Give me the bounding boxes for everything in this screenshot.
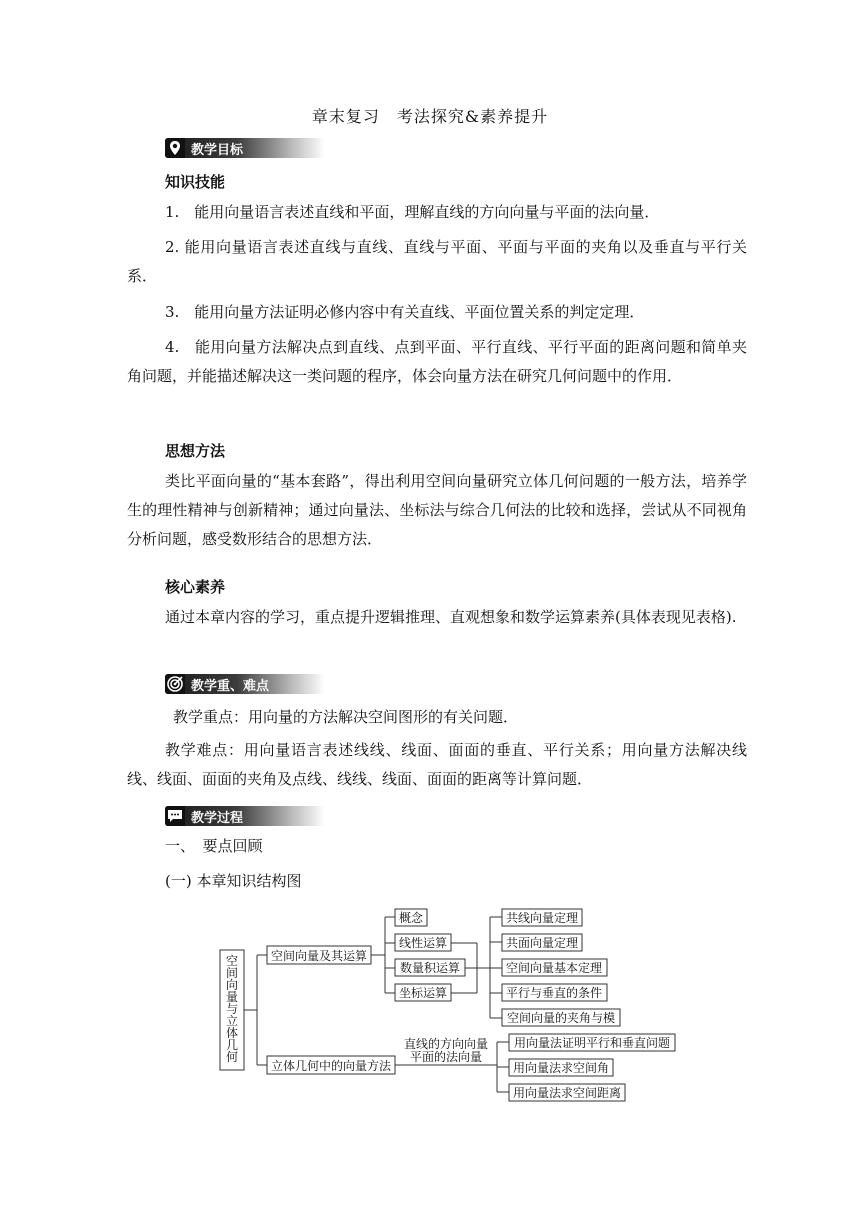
location-pin-icon [165, 138, 185, 158]
section-title-goals: 教学目标 [191, 143, 244, 158]
method-text: 类比平面向量的“基本套路”，得出利用空间向量研究立体几何问题的一般方法，培养学生的理性精神与创新精神；通过向量法、坐标法与综合几何法的比较和选择，尝试从不同视角分析问题，感受数形结合的思想方法． [127, 472, 747, 548]
diagram-direction-vector-label: 直线的方向向量 [403, 1037, 489, 1051]
process-sub-1: (一) 本章知识结构图 [165, 872, 302, 890]
svg-text:体: 体 [225, 1026, 239, 1040]
diagram-normal-vector-label: 平面的法向量 [409, 1050, 483, 1064]
svg-text:间: 间 [225, 966, 239, 980]
process-part-1: 一、 要点回顾 [165, 837, 263, 855]
diagram-op-label-1: 概念 [398, 911, 424, 925]
diagram-branch-1-label: 空间向量及其运算 [270, 949, 368, 963]
svg-text:空: 空 [225, 954, 239, 968]
knowledge-item-4: 4. 能用向量方法解决点到直线、点到平面、平行直线、平行平面的距离问题和简单夹角问题，并能描述解决这一类问题的程序，体会向量方法在研究几何问题中的作用． [127, 338, 747, 385]
diagram-op-label-2: 线性运算 [398, 936, 448, 950]
diagram-root-label [226, 953, 238, 1064]
diagram-result-label-2: 共面向量定理 [505, 936, 579, 950]
difficulty-text: 教学难点：用向量语言表述线线、线面、面面的垂直、平行关系；用向量方法解决线线、线面、面面的夹角及点线、线线、线面、面面的距离等计算问题． [127, 741, 747, 788]
diagram-app-label-1: 用向量法证明平行和垂直问题 [513, 1036, 671, 1050]
section-title-process: 教学过程 [191, 811, 244, 826]
diagram-app-label-3: 用向量法求空间距离 [512, 1086, 622, 1100]
knowledge-item-2: 2. 能用向量语言表述直线与直线、直线与平面、平面与平面的夹角以及垂直与平行关系． [127, 238, 747, 285]
knowledge-heading: 知识技能 [165, 173, 226, 191]
diagram-op-label-4: 坐标运算 [398, 986, 448, 1000]
svg-text:何: 何 [225, 1050, 239, 1064]
method-heading: 思想方法 [165, 442, 226, 460]
literacy-heading: 核心素养 [165, 578, 226, 596]
diagram-app-label-2: 用向量法求空间角 [512, 1061, 610, 1075]
svg-text:立: 立 [225, 1014, 239, 1028]
target-icon [165, 674, 185, 694]
diagram-result-label-3: 空间向量基本定理 [505, 961, 603, 975]
key-point-text: 教学重点：用向量的方法解决空间图形的有关问题． [173, 708, 519, 726]
chat-bubble-icon [165, 806, 185, 826]
diagram-result-label-5: 空间向量的夹角与模 [506, 1011, 616, 1025]
diagram-op-label-3: 数量积运算 [399, 961, 461, 975]
section-banner-process [165, 806, 325, 826]
diagram-result-label-1: 共线向量定理 [505, 911, 579, 925]
svg-text:向: 向 [225, 978, 239, 992]
page-title: 章末复习 考法探究&素养提升 [311, 107, 549, 126]
knowledge-item-3: 3. 能用向量方法证明必修内容中有关直线、平面位置关系的判定定理． [165, 303, 645, 321]
svg-text:量: 量 [225, 990, 239, 1004]
literacy-text: 通过本章内容的学习，重点提升逻辑推理、直观想象和数学运算素养(具体表现见表格). [165, 608, 737, 626]
knowledge-item-1: 1. 能用向量语言表述直线和平面，理解直线的方向向量与平面的法向量． [165, 203, 660, 221]
diagram-result-label-4: 平行与垂直的条件 [505, 986, 603, 1000]
svg-text:与: 与 [225, 1002, 239, 1016]
section-banner-key [165, 674, 325, 694]
section-banner-goals [165, 138, 325, 158]
knowledge-structure-diagram [215, 905, 685, 1105]
section-title-key: 教学重、难点 [191, 679, 270, 694]
svg-text:几: 几 [225, 1038, 239, 1052]
diagram-branch-2-label: 立体几何中的向量方法 [270, 1059, 392, 1073]
